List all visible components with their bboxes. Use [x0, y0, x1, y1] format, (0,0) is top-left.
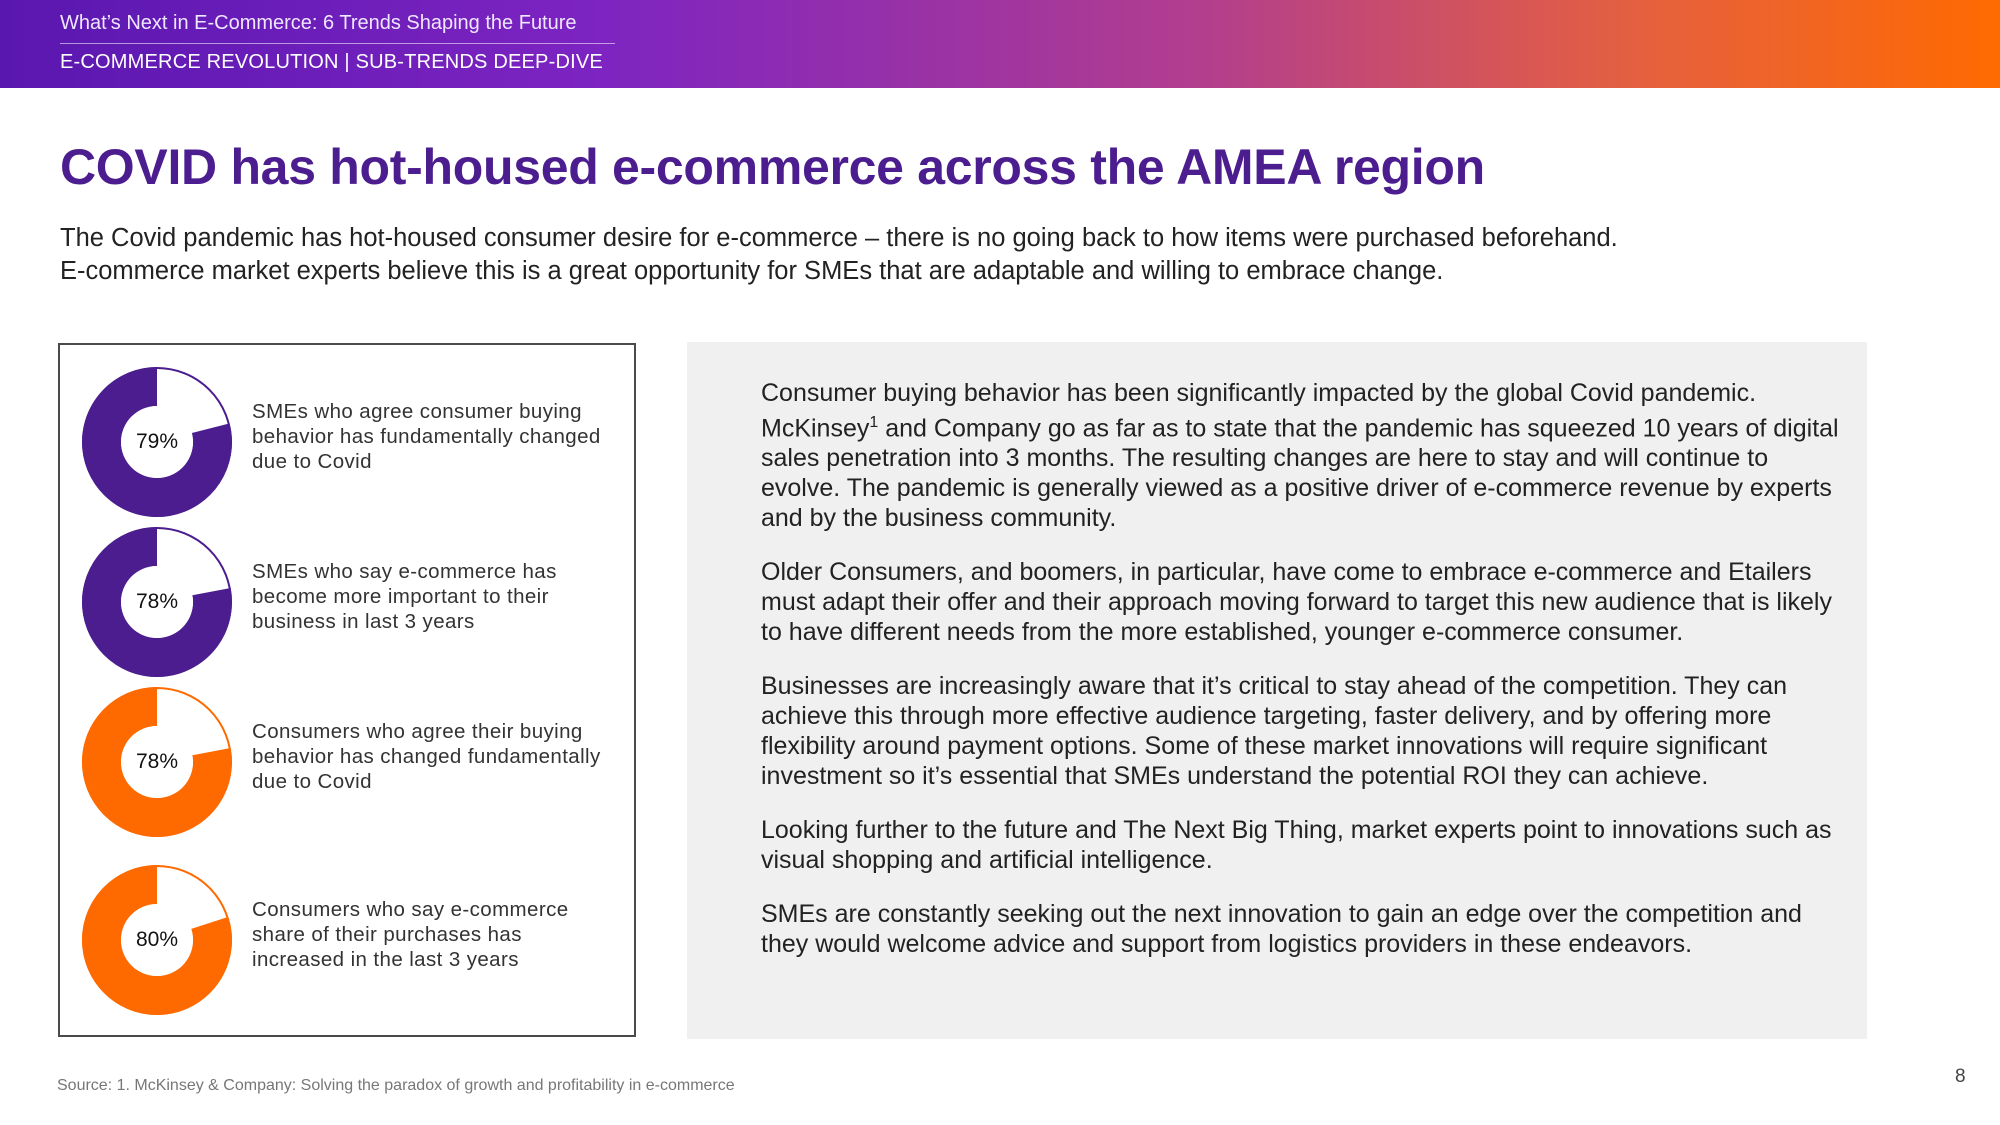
stat-description: Consumers who agree their buying behavior has changed fundamentally due to Covid [252, 720, 601, 793]
body-paragraph-4: Looking further to the future and The Next Big Thing, market experts point to innovations such as visual shopping and artificial intelligence. [761, 816, 1832, 875]
report-title: What’s Next in E-Commerce: 6 Trends Shaping the Future [60, 12, 615, 44]
stat-description: Consumers who say e-commerce share of their purchases has increased in the last 3 years [252, 898, 569, 971]
page-number: 8 [1955, 1066, 1966, 1087]
intro-line-1: The Covid pandemic has hot-housed consumer desire for e-commerce – there is no going back to how items were purchased beforehand. [60, 224, 1618, 252]
stat-value: 79% [135, 430, 179, 453]
stat-description: SMEs who say e-commerce has become more important to their business in last 3 years [252, 560, 557, 633]
body-paragraph-5: SMEs are constantly seeking out the next innovation to gain an edge over the competition and they would welcome advice and support from logistics providers in these endeavors. [761, 900, 1802, 959]
stat-value: 78% [135, 590, 179, 613]
stats-panel [58, 343, 636, 1037]
stat-item [82, 687, 622, 847]
stat-description: SMEs who agree consumer buying behavior has fundamentally changed due to Covid [252, 400, 601, 473]
footnote-marker: 1 [869, 414, 879, 431]
page-title: COVID has hot-housed e-commerce across the AMEA region [60, 139, 1485, 195]
body-text-panel [687, 342, 1867, 1039]
body-paragraph-3: Businesses are increasingly aware that it’s critical to stay ahead of the competition. They can achieve this through more effective audience targeting, faster delivery, and by offering more flexibility around payment options. Some of these market innovations will require significant investment so it’s essential that SMEs understand the potential ROI they can achieve. [761, 672, 1788, 791]
intro-text [60, 222, 1940, 288]
stat-item [82, 527, 622, 687]
stat-item [82, 865, 622, 1025]
header-banner [0, 0, 2000, 88]
body-paragraph-1: Consumer buying behavior has been significantly impacted by the global Covid pandemic. McKinsey$^1$ and Company go as far as to state that the pandemic has squeezed 10 years of digital sales penetration into 3 months. The resulting changes are here to stay and will continue to evolve. The pandemic is generally viewed as a positive driver of e-commerce revenue by experts and by the business community. [761, 379, 1839, 533]
stat-value: 78% [135, 750, 179, 773]
stat-item [82, 367, 622, 527]
intro-line-2: E-commerce market experts believe this is a great opportunity for SMEs that are adaptable and willing to embrace change. [60, 257, 1444, 285]
footer-source: Source: 1. McKinsey & Company: Solving the paradox of growth and profitability in e-commerce [57, 1077, 735, 1094]
body-paragraph-2: Older Consumers, and boomers, in particular, have come to embrace e-commerce and Etailers must adapt their offer and their approach moving forward to target this new audience that is likely to have different needs from the more established, younger e-commerce consumer. [761, 558, 1832, 647]
section-subtitle: E-COMMERCE REVOLUTION | SUB-TRENDS DEEP-DIVE [60, 51, 603, 73]
stat-value: 80% [135, 928, 179, 951]
